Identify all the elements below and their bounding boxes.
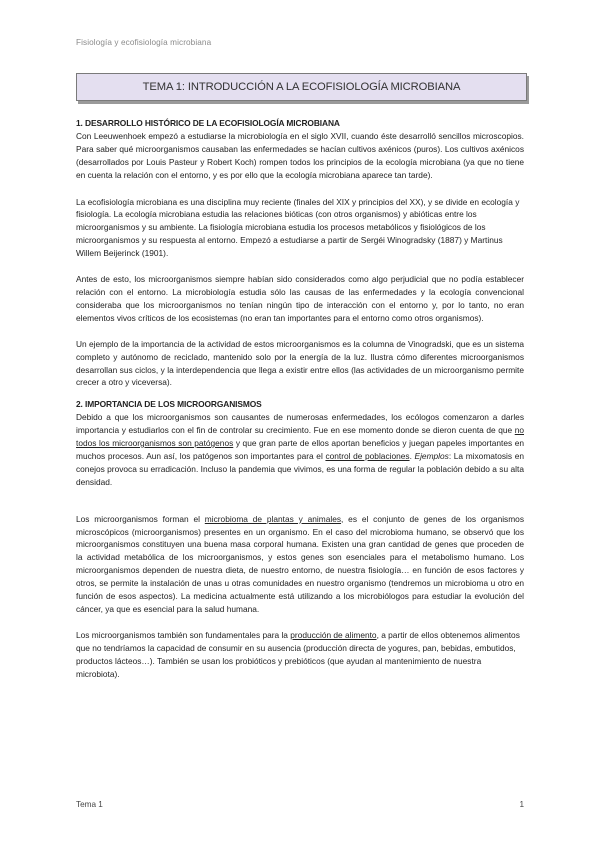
section-2-paragraph-1: Debido a que los microorganismos son causantes de numerosas enfermedades, los ecólogos comenzaron a darles importancia y estudiarlos con el fin de controlar su crecimiento. Fue en ese momento donde se dieron cuenta de que no todos los microorganismos son patógenos y que gran parte de ellos aportan beneficios y juegan papeles importantes en muchos procesos. Aun así, los patógenos son importantes para el control de poblaciones. Ejemplos: La mixomatosis en conejos provoca su erradicación. Incluso la pandemia que vivimos, es una forma de regular la población debido a su alta densidad. [76,412,524,487]
running-header: Fisiología y ecofisiología microbiana [76,38,212,47]
footer-label: Tema 1 [76,800,103,809]
page-number: 1 [519,800,524,809]
section-1-paragraph-2: La ecofisiología microbiana es una disciplina muy reciente (finales del XIX y principios del XX), y se divide en ecología y fisiología. La ecología microbiana estudia las relaciones bióticas (con otros organismos) y abióticas entre los microorganismos y su ambiente. La fisiología microbiana estudia los procesos metabólicos y fisiológicos de los microorganismos y su respuesta al entorno. Empezó a estudiarse a partir de Sergéi Winogradsky (1887) y Martinus Willem Beijerinck (1901). [76,196,520,259]
section-2-heading: 2. IMPORTANCIA DE LOS MICROORGANISMOS [76,399,262,410]
document-title: TEMA 1: INTRODUCCIÓN A LA ECOFISIOLOGÍA MICROBIANA [76,73,527,101]
underlined-term: control de poblaciones [325,450,410,461]
document-body [76,117,524,681]
section-2-paragraph-2: Los microorganismos forman el microbioma de plantas y animales, es el conjunto de genes de los organismos microscópicos (microorganismos) presentes en un organismo. En el caso del microbioma humano, se observó que los microorganismos constituyen una buena masa corporal humana. Existen una gran cantidad de genes que proceden de la actividad metabólica de los microorganismos, y estos genes son esenciales para el metabolismo humano. Los microorganismos dependen de nuestra dieta, de nuestro entorno, de nuestra fisiología… en función de esos factores y otros, se permite la instalación de unas u otras comunidades en nuestro organismo (tendremos un microbioma u otro en función de esos aspectos). La medicina actualmente está utilizando a los microbiólogos para estudiar la evolución del cáncer, ya que es esencial para la salud humana. [76,513,524,614]
underlined-term: microbioma de plantas y animales [204,513,342,524]
section-1-paragraph-4: Un ejemplo de la importancia de la actividad de estos microorganismos es la columna de Vinogradski, que es un sistema completo y autónomo de reciclado, mantenido solo por la energía de la luz. Ilustra cómo diferentes microorganismos desarrollan sus ciclos, y la interdependencia que llega a existir entre ellos (las actividades de un microorganismo permite crecer a otro y viceversa). [76,338,524,388]
underlined-term: no todos los microorganismos son patógenos [76,425,524,449]
section-1-paragraph-1: Con Leeuwenhoek empezó a estudiarse la microbiología en el siglo XVII, cuando éste desarrolló sencillos microscopios. Para saber qué microorganismos causaban las enfermedades se hacían cultivos axénicos (puros). Los cultivos axénicos (desarrollados por Louis Pasteur y Robert Koch) rompen todos los principios de la ecología microbiana (ya que no tiene en cuenta la relación con el entorno, y es por ello que la ecología microbiana aparece tan tarde). [76,130,524,180]
page-footer [76,800,524,809]
section-1-paragraph-3: Antes de esto, los microorganismos siempre habían sido considerados como algo perjudicial que no podía establecer relación con el entorno. La microbiología estudia sólo las causas de las enfermedades y la ecología convencional consideraba que los microorganismos no tenían ningún tipo de interacción con el entorno y, por lo tanto, no eran elementos vivos críticos de los ecosistemas (no eran tan importantes para el entorno como otros organismos). [76,274,524,323]
section-1-heading: 1. DESARROLLO HISTÓRICO DE LA ECOFISIOLOGÍA MICROBIANA [76,118,340,128]
section-2-paragraph-3: Los microorganismos también son fundamentales para la producción de alimento, a partir de ellos obtenemos alimentos que no tendríamos la capacidad de consumir en su ausencia (producción directa de yogures, pan, bebidas, embutidos, productos lácteos…). También se usan los probióticos y prebióticos (que ayudan al mantenimiento de nuestra microbiota). [76,629,520,679]
italic-term: Ejemplos [414,450,449,461]
underlined-term: producción de alimento [290,629,377,640]
